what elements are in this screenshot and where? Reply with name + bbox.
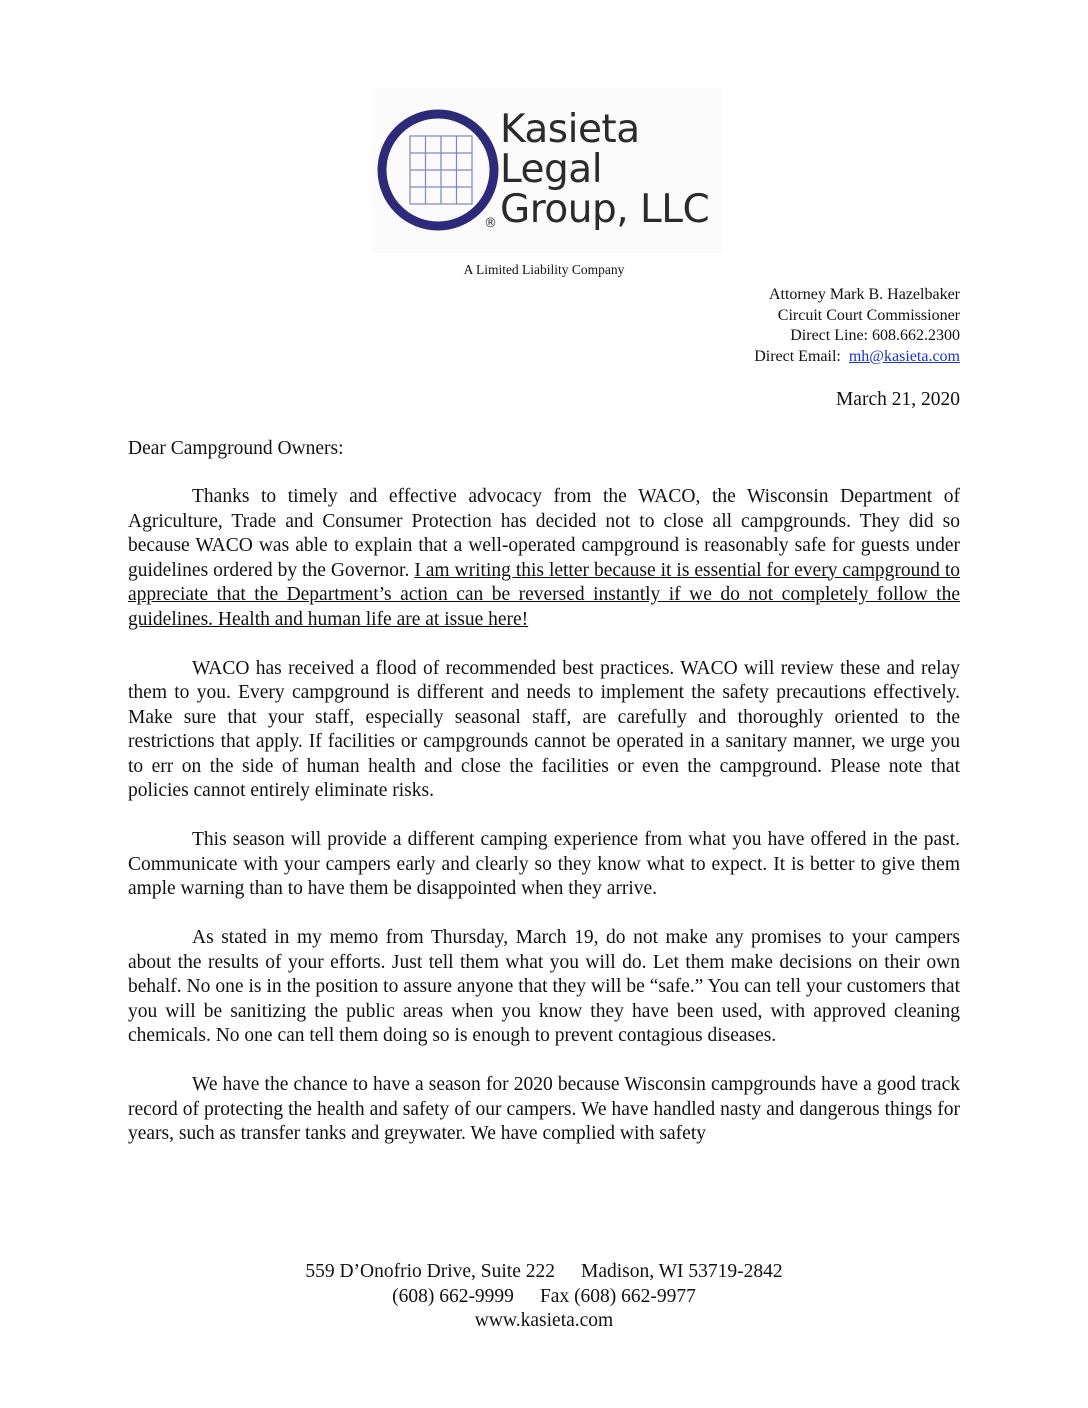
direct-email-row	[754, 347, 960, 368]
logo-line-2: Legal	[500, 147, 603, 192]
paragraph-2: WACO has received a flood of recommended best practices. WACO will review these and relay them to you. Every campground is different and needs to implement the safety precautions effectively. Make sure that your staff, especially seasonal staff, are carefully and thoroughly oriented to the restrictions that apply. If facilities or campgrounds cannot be operated in a sanitary manner, we urge you to err on the side of human health and close the facilities or even the campground. Please note that policies cannot entirely eliminate risks.	[128, 657, 960, 801]
logo-wordmark	[500, 107, 710, 232]
logo-grid-icon	[372, 88, 502, 248]
email-label: Direct Email:	[754, 347, 841, 365]
footer-website: www.kasieta.com	[474, 1310, 614, 1331]
letter-date: March 21, 2020	[835, 389, 960, 410]
logo-line-3: Group, LLC	[500, 187, 710, 232]
footer-city: Madison, WI 53719-2842	[581, 1261, 783, 1282]
company-logo	[372, 88, 722, 253]
paragraph-1	[128, 485, 960, 632]
contact-block	[754, 285, 960, 367]
footer-fax: Fax (608) 662-9977	[539, 1285, 696, 1307]
email-link[interactable]: mh@kasieta.com	[848, 347, 960, 365]
logo-line-1: Kasieta	[500, 107, 640, 152]
letter-footer	[0, 1260, 1088, 1334]
paragraph-1-text: Thanks to timely and effective advocacy from the WACO, the Wisconsin Department of Agriculture, Trade and Consumer Protection has decided not to close all campgrounds. They did so because WACO was able to explain that a well-operated campground is reasonably safe for guests under guidelines ordered by the Governor.	[128, 486, 960, 581]
attorney-title: Circuit Court Commissioner	[777, 306, 960, 324]
paragraph-1-underlined: I am writing this letter because it is essential for every campground to appreciate that the Department’s action can be reversed instantly if we do not completely follow the guidelines. Health and human life are at issue here!	[128, 559, 960, 630]
paragraph-3: This season will provide a different camping experience from what you have offered in the past. Communicate with your campers early and clearly so they know what to expect. It is better to give them ample warning than to have them be disappointed when they arrive.	[128, 829, 960, 899]
direct-line: Direct Line: 608.662.2300	[790, 327, 960, 344]
footer-phone: (608) 662-9999	[392, 1285, 514, 1307]
attorney-name: Attorney Mark B. Hazelbaker	[768, 286, 960, 303]
letterhead-tagline: A Limited Liability Company	[463, 262, 625, 277]
footer-address: 559 D’Onofrio Drive, Suite 222	[305, 1261, 555, 1282]
salutation: Dear Campground Owners:	[128, 438, 344, 459]
footer-address-row	[0, 1260, 1088, 1285]
paragraph-4: As stated in my memo from Thursday, March 19, do not make any promises to your campers about the results of your efforts. Just tell them what you will do. Let them make decisions on their own behalf. No one is in the position to assure anyone that they will be “safe.” You can tell your customers that you will be sanitizing the public areas when you know they have been used, with approved cleaning chemicals. No one can tell them doing so is enough to prevent contagious diseases.	[128, 927, 960, 1046]
letter-body	[128, 485, 960, 1147]
registered-mark: ®	[484, 216, 497, 231]
paragraph-5: We have the chance to have a season for 2020 because Wisconsin campgrounds have a good track record of protecting the health and safety of our campers. We have handled nasty and dangerous things for years, such as transfer tanks and greywater. We have complied with safety	[128, 1074, 960, 1144]
footer-phone-row	[0, 1285, 1088, 1310]
